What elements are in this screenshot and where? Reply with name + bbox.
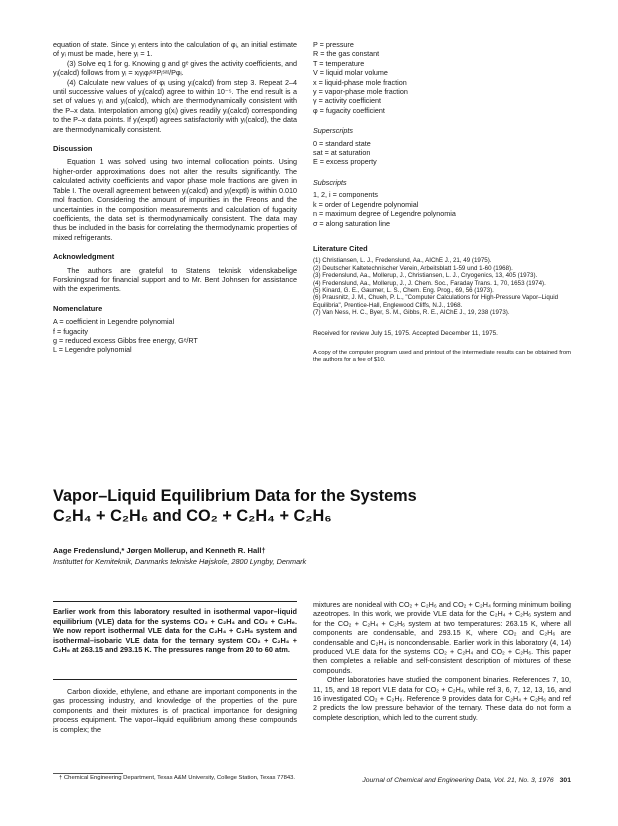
article-authors: Aage Fredenslund,* Jørgen Mollerup, and Kenneth R. Hall† <box>53 546 266 555</box>
nomenclature-item: R = the gas constant <box>313 49 380 59</box>
reference-item: (2) Deutscher Kaltetechnischer Verein, Arbeitsblatt 1-59 und 1-60 (1968). <box>313 264 513 272</box>
superscript-item: E = excess property <box>313 157 377 167</box>
abstract-text: Earlier work from this laboratory resulted in isothermal vapor–liquid equilibrium (VLE) data for the systems CO₂ + C₂H₄ and CO₂ + C₂H₆. We now report isothermal VLE data for the C₂H₄ + C₂H₆ system and isothermal–isobaric VLE data for the ternary system CO₂ + C₂H₄ + C₂H₆ at 263.15 and 293.15 K. The pressures range from 20 to 60 atm. <box>53 607 297 655</box>
reference-item: (5) Kinard, G. E., Gaumer, L. S., Chem. Eng. Prog., 69, 56 (1973). <box>313 286 494 294</box>
page-number: 301 <box>559 777 571 784</box>
right-column-top <box>313 40 571 364</box>
right-column-bottom <box>313 600 571 722</box>
nomenclature-item: g = reduced excess Gibbs free energy, Gᵉ/RT <box>53 335 198 345</box>
article-affiliation: Instituttet for Kemiteknik, Danmarks tekniske Højskole, 2800 Lyngby, Denmark <box>53 557 307 566</box>
article-title <box>53 486 573 526</box>
paragraph-discussion: Equation 1 was solved using two internal collocation points. Using higher-order approximations does not alter the results significantly. The calculated activity coefficients and vapor phase mole fractions are given in Table I. The overall agreement between yᵢ(calcd) and yᵢ(exptl) is within 0.010 mol fraction. Considering the amount of impurities in the Freons and the uncertainties in the composition measurements and calculation of fugacity coefficients, the data set is thermodynamically consistent. The data may thus be included in the basis for correlating the thermodynamic properties of mixed refrigerants. <box>53 157 297 242</box>
subscript-item: σ = along saturation line <box>313 218 390 228</box>
reference-item: (4) Fredenslund, Aa., Mollerup, J., J. Chem. Soc., Faraday Trans. 1, 70, 1653 (1974). <box>313 279 546 287</box>
paragraph-step-3: (3) Solve eq 1 for g. Knowing g and gᵉ gives the activity coefficients, and yᵢ(calcd) follows from yᵢ = xᵢγᵢφᵢˢᵃᵗPᵢˢᵃᵗ/Pφᵢ. <box>53 58 297 78</box>
nomenclature-item: T = temperature <box>313 58 365 68</box>
subscript-item: k = order of Legendre polynomial <box>313 199 419 209</box>
section-heading-literature-cited: Literature Cited <box>313 243 368 253</box>
section-heading-nomenclature: Nomenclature <box>53 303 103 313</box>
article-title-line-1: Vapor–Liquid Equilibrium Data for the Systems <box>53 487 417 505</box>
section-heading-discussion: Discussion <box>53 144 93 154</box>
intro-left <box>53 687 297 734</box>
article-title-line-2: C₂H₄ + C₂H₆ and CO₂ + C₂H₄ + C₂H₆ <box>53 507 332 525</box>
paragraph-mixtures: mixtures are nonideal with CO₂ + C₂H₆ and CO₂ + C₂H₄ forming minimum boiling azeotropes. In this work, we provide VLE data for the C₂H₄ + C₂H₆ system and for the CO₂ + C₂H₄ + C₂H₆ system at two temperatures: 263.15 K, where all components are condensable, and 293.15 K, where CO₂ and C₂H₆ are condensable and C₂H₄ is noncondensable. Earlier work in this laboratory (4, 14) produced VLE data for the systems CO₂ + C₂H₄ and CO₂ + C₂H₆. This paper then completes a reliable and self-consistent description of mixtures of these compounds. <box>313 600 571 675</box>
abstract-rule-bottom <box>53 679 297 680</box>
nomenclature-item: V = liquid molar volume <box>313 68 388 78</box>
journal-footer <box>313 777 571 784</box>
paragraph-intro: Carbon dioxide, ethylene, and ethane are important components in the gas processing industry, and knowledge of the properties of the pure components and their mixtures is of practical importance for designing process equipment. The vapor–liquid equilibrium among these compounds is complex; the <box>53 687 297 734</box>
subscript-item: n = maximum degree of Legendre polynomia <box>313 209 456 219</box>
nomenclature-item: γ = activity coefficient <box>313 96 381 106</box>
superscript-item: sat = at saturation <box>313 148 371 158</box>
abstract <box>53 607 297 655</box>
subscript-item: 1, 2, i = components <box>313 190 378 200</box>
journal-citation: Journal of Chemical and Engineering Data, Vol. 21, No. 3, 1976 <box>362 777 554 784</box>
abstract-rule-top <box>53 601 297 602</box>
nomenclature-item: f = fugacity <box>53 326 88 336</box>
paragraph-other-laboratories: Other laboratories have studied the component binaries. References 7, 10, 11, 15, and 18 report VLE data for CO₂ + C₂H₄, while ref 3, 6, 7, 12, 13, 16, and 16 investigated CO₂ + C₂H₆. Reference 9 provides data for C₂H₄ + C₂H₆ and ref 2 predicts the low pressure behavior of the ternary. These data do not form a complete description, which led to the current study. <box>313 675 571 722</box>
nomenclature-item: L = Legendre polynomial <box>53 345 132 355</box>
received-date: Received for review July 15, 1975. Accepted December 11, 1975. <box>313 329 498 337</box>
reference-list <box>313 257 571 316</box>
nomenclature-item: A = coefficient in Legendre polynomial <box>53 317 175 327</box>
paragraph-acknowledgment: The authors are grateful to Statens teknisk videnskabelige Forskningsrad for financial support and to Mr. Bent Johnsen for assistance with the experiments. <box>53 265 297 294</box>
reference-item: (7) Van Ness, H. C., Byer, S. M., Gibbs, R. E., AIChE J., 19, 238 (1973). <box>313 309 510 317</box>
heading-subscripts: Subscripts <box>313 177 347 187</box>
paragraph-step-4: (4) Calculate new values of φᵢ using yᵢ(calcd) from step 3. Repeat 2–4 until successive values of yᵢ(calcd) agree to within 10⁻⁵. The end result is a set of values γᵢ and yᵢ(calcd), which are thermodynamically consistent with the P–x data. Interpolation among g(xᵢ) gives readily yᵢ(calcd) corresponding to the P–x data points. If yᵢ(exptl) agrees satisfactorily with yᵢ(calcd), the data are thermodynamically consistent. <box>53 77 297 134</box>
reference-item: (1) Christiansen, L. J., Fredenslund, Aa., AIChE J., 21, 49 (1975). <box>313 257 492 265</box>
reference-item: (3) Fredenslund, Aa., Mollerup, J., Christiansen, L. J., Cryogenics, 13, 405 (1973). <box>313 272 538 280</box>
superscript-item: 0 = standard state <box>313 138 371 148</box>
nomenclature-item: P = pressure <box>313 40 354 49</box>
footnote <box>53 775 297 782</box>
nomenclature-item: x = liquid-phase mole fraction <box>313 77 407 87</box>
left-column-top <box>53 40 297 355</box>
footnote-rule <box>53 773 123 774</box>
reference-item: (6) Prausnitz, J. M., Chueh, P. L., "Computer Calculations for High-Pressure Vapor–Liquid Equilibria", Prentice-Hall, Englewood Cliffs, N.J., 1968. <box>313 294 559 309</box>
section-heading-acknowledgment: Acknowledgment <box>53 252 115 262</box>
heading-superscripts: Superscripts <box>313 126 353 136</box>
nomenclature-item: φ = fugacity coefficient <box>313 105 385 115</box>
nomenclature-item: y = vapor-phase mole fraction <box>313 87 408 97</box>
paragraph-equation-of-state: equation of state. Since yᵢ enters into the calculation of φᵢ, an initial estimate of yᵢ must be made, here yᵢ = 1. <box>53 40 297 59</box>
supplementary-note: A copy of the computer program used and printout of the intermediate results can be obtained from the authors for a fee of $10. <box>313 349 571 364</box>
footnote-text: † Chemical Engineering Department, Texas A&M University, College Station, Texas 77843. <box>59 775 296 781</box>
